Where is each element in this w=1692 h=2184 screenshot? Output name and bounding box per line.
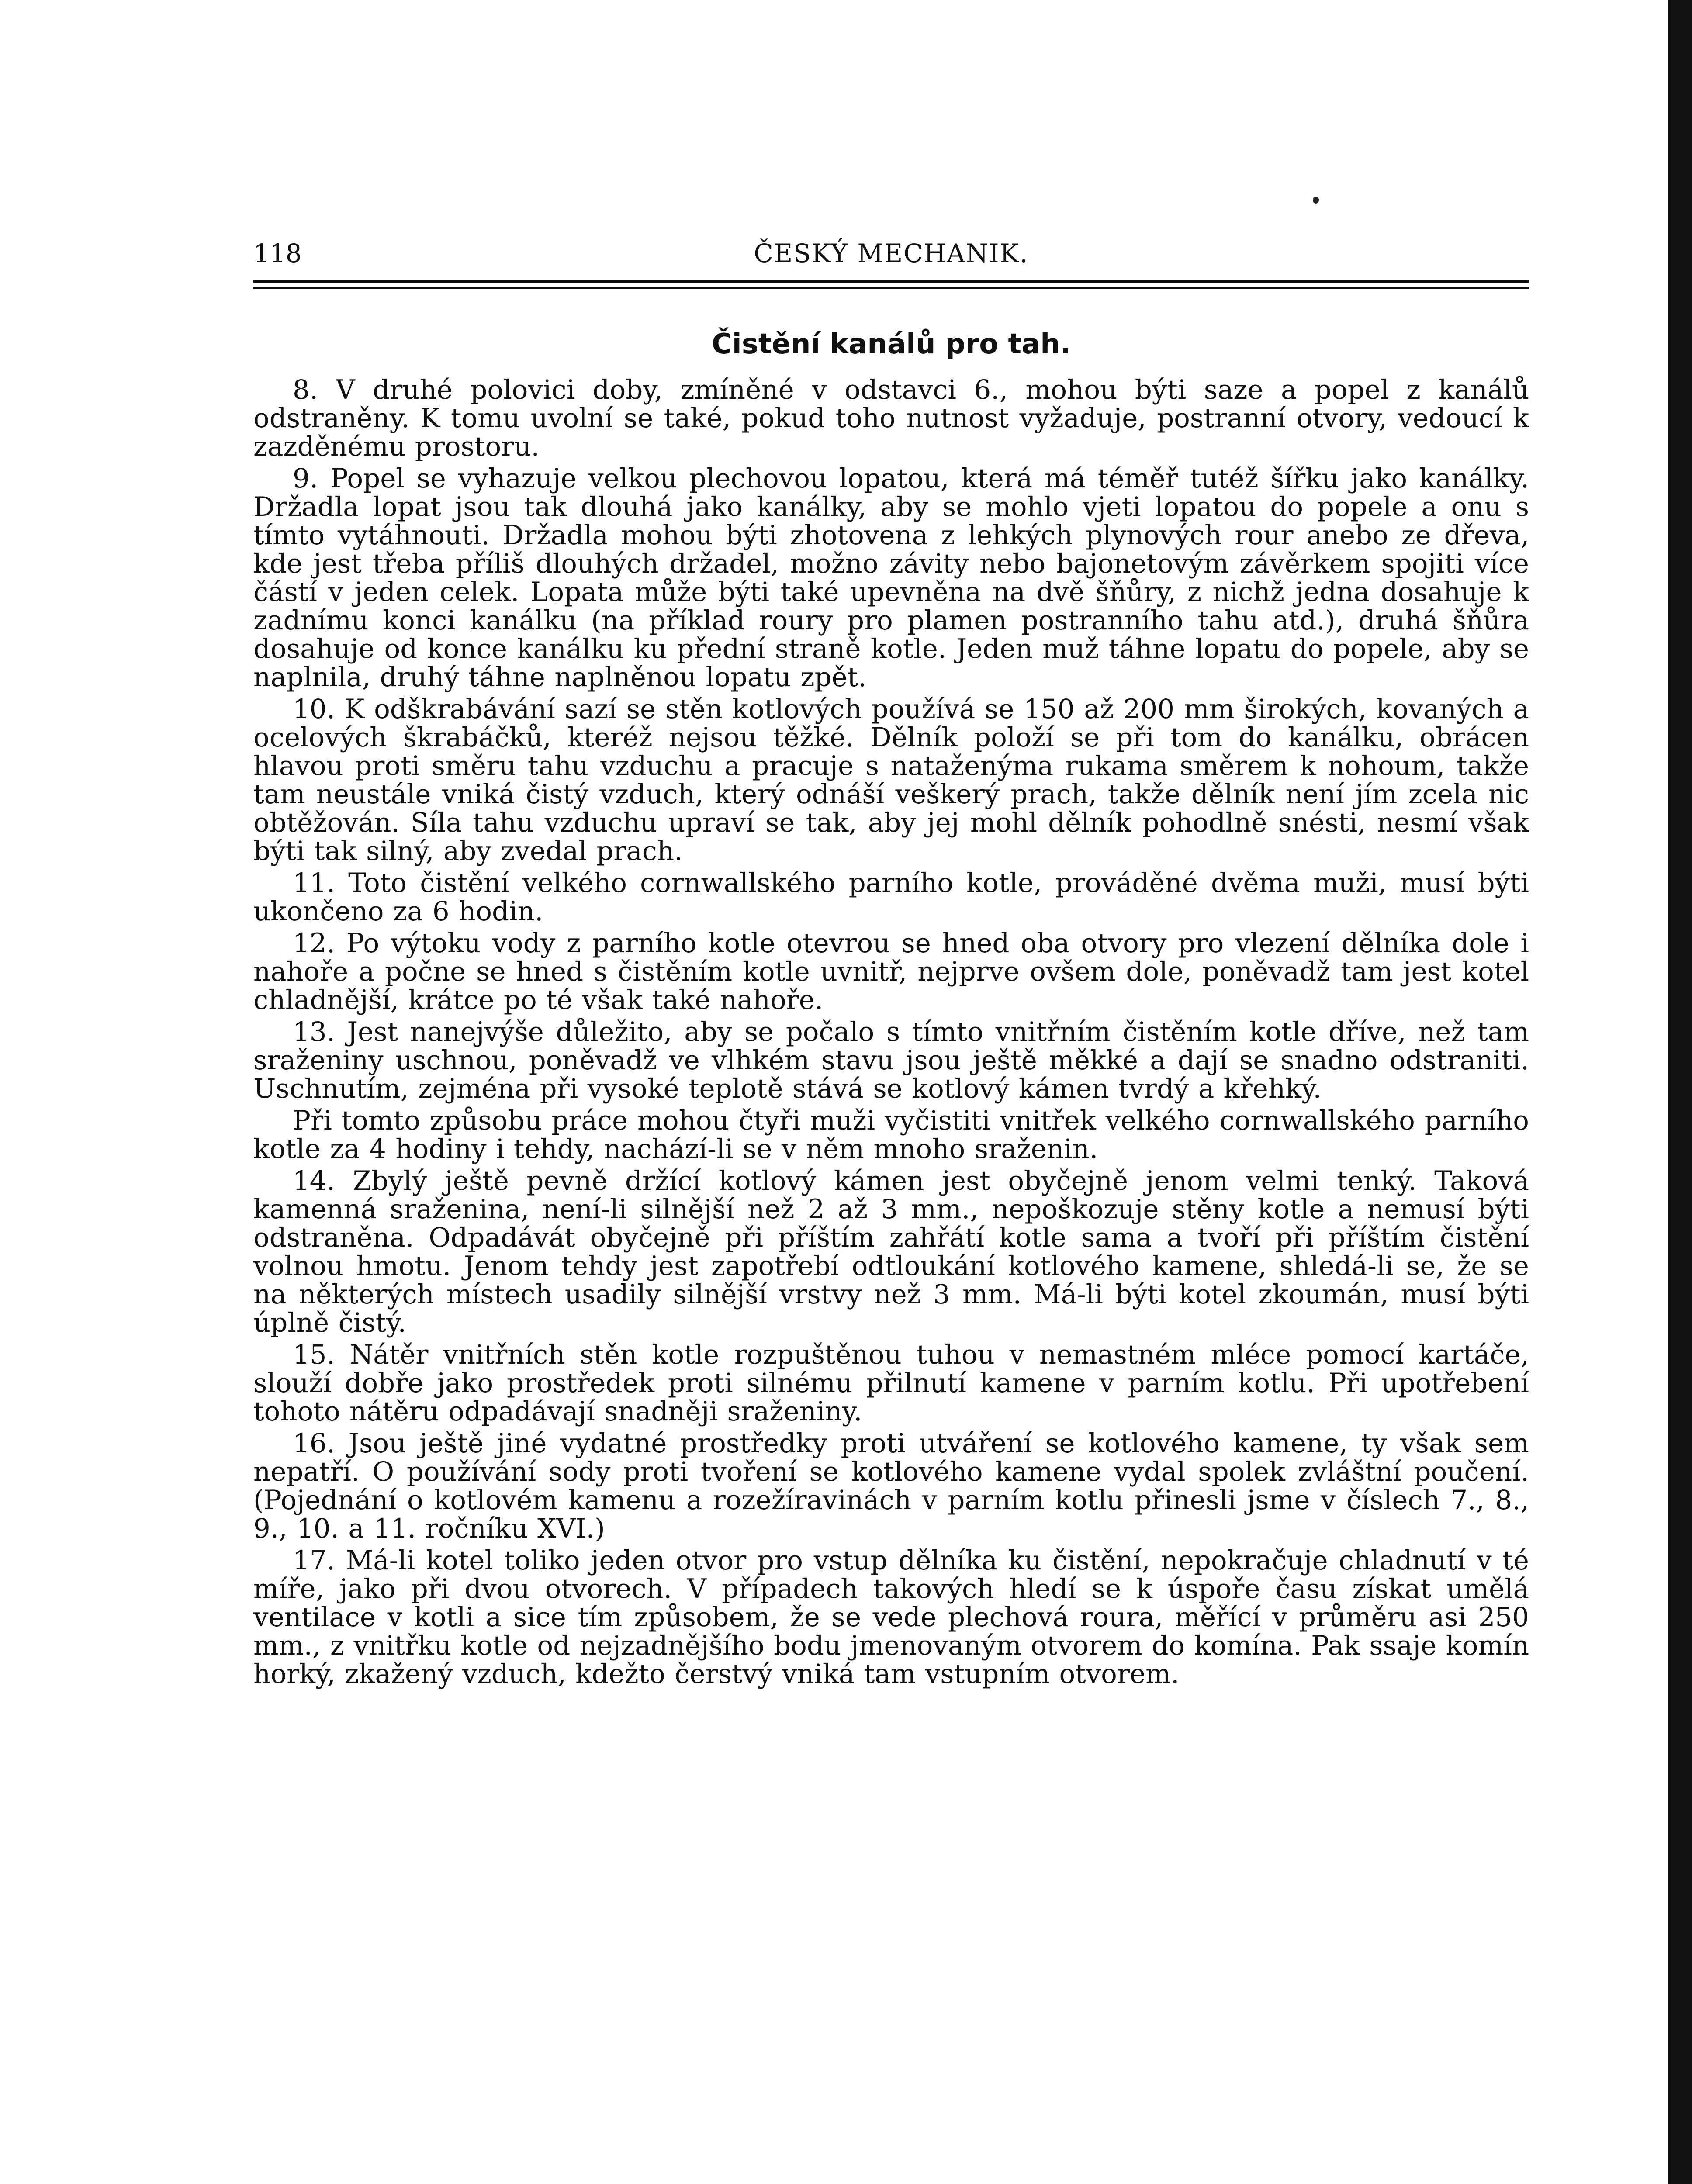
journal-title: ČESKÝ MECHANIK. [754, 238, 1029, 268]
paragraph-15: 15. Nátěr vnitřních stěn kotle rozpuštěnou tuhou v nemastném mléce pomocí kartáče, slouží dobře jako prostředek proti silnému přilnutí kamene v parním kotlu. Při upotřebení tohoto nátěru odpadávají snadněji sraženiny. [253, 1339, 1529, 1427]
page-number: 118 [253, 238, 302, 268]
paragraph-10: 10. K odškrabávání sazí se stěn kotlových používá se 150 až 200 mm širokých, kovaných a ocelových škrabáčků, kteréž nejsou těžké. Dělník položí se při tom do kanálku, obrácen hlavou proti směru tahu vzduchu a pracuje s nataženýma rukama směrem k nohoum, takže tam neustále vniká čistý vzduch, který odnáší veškerý prach, takže dělník není jím zcela nic obtěžován. Síla tahu vzduchu upraví se tak, aby jej mohl dělník pohodlně snésti, nesmí však býti tak silný, aby zvedal prach. [253, 694, 1529, 867]
paragraph-13: 13. Jest nanejvýše důležito, aby se počalo s tímto vnitřním čistěním kotle dříve, než tam sraženiny uschnou, poněvadž ve vlhkém stavu jsou ještě měkké a dají se snadno odstraniti. Uschnutím, zejména při vysoké teplotě stává se kotlový kámen tvrdý a křehký. [253, 1016, 1529, 1104]
paragraph-14: 14. Zbylý ještě pevně držící kotlový kámen jest obyčejně jenom velmi tenký. Taková kamenná sraženina, není-li silnější než 2 až 3 mm., nepoškozuje stěny kotle a nemusí býti odstraněna. Odpadávát obyčejně při příštím zahřátí kotle sama a tvoří při příštím čistění volnou hmotu. Jenom tehdy jest zapotřebí odtloukání kotlového kamene, shledá-li se, že se na některých místech usadily silnější vrstvy než 3 mm. Má-li býti kotel zkoumán, musí býti úplně čistý. [253, 1165, 1529, 1338]
section-heading: Čistění kanálů pro tah. [711, 328, 1071, 360]
scan-edge-border [1668, 0, 1692, 2184]
paragraph-11: 11. Toto čistění velkého cornwallského parního kotle, prováděné dvěma muži, musí býti ukončeno za 6 hodin. [253, 867, 1529, 927]
header-rule-thin [253, 287, 1529, 289]
paragraph-17: 17. Má-li kotel toliko jeden otvor pro vstup dělníka ku čistění, nepokračuje chladnutí v té míře, jako při dvou otvorech. V případech takových hledí se k úspoře času získat umělá ventilace v kotli a sice tím způsobem, že se vede plechová roura, měřící v průměru asi 250 mm., z vnitřku kotle od nejzadnějšího bodu jmenovaným otvorem do komína. Pak ssaje komín horký, zkažený vzduch, kdežto čerstvý vniká tam vstupním otvorem. [253, 1545, 1529, 1690]
paragraph-9: 9. Popel se vyhazuje velkou plechovou lopatou, která má téměř tutéž šířku jako kanálky. Držadla lopat jsou tak dlouhá jako kanálky, aby se mohlo vjeti lopatou do popele a onu s tímto vytáhnouti. Držadla mohou býti zhotovena z lehkých plynových rour anebo ze dřeva, kde jest třeba příliš dlouhých držadel, možno závity nebo bajonetovým závěrkem spojiti více částí v jeden celek. Lopata může býti také upevněna na dvě šňůry, z nichž jedna dosahuje k zadnímu konci kanálku (na příklad roury pro plamen postranního tahu atd.), druhá šňůra dosahuje od konce kanálku ku přední straně kotle. Jeden muž táhne lopatu do popele, aby se naplnila, druhý táhne naplněnou lopatu zpět. [253, 463, 1529, 693]
article-body [253, 376, 1529, 2184]
header-rule-thick [253, 280, 1529, 283]
paragraph-16: 16. Jsou ještě jiné vydatné prostředky proti utváření se kotlového kamene, ty však sem nepatří. O používání sody proti tvoření se kotlového kamene vydal spolek zvláštní poučení. (Pojednání o kotlovém kamenu a rozežíravinách v parním kotlu přinesli jsme v číslech 7., 8., 9., 10. a 11. ročníku XVI.) [253, 1428, 1529, 1544]
scan-speck [1313, 197, 1319, 204]
paragraph-12: 12. Po výtoku vody z parního kotle otevrou se hned oba otvory pro vlezení dělníka dole i nahoře a počne se hned s čistěním kotle uvnitř, nejprve ovšem dole, poněvadž tam jest kotel chladnější, krátce po té však také nahoře. [253, 928, 1529, 1016]
paragraph-8: 8. V druhé polovici doby, zmíněné v odstavci 6., mohou býti saze a popel z kanálů odstraněny. K tomu uvolní se také, pokud toho nutnost vyžaduje, postranní otvory, vedoucí k zazděnému prostoru. [253, 374, 1529, 462]
running-head [253, 236, 1529, 271]
paragraph-13-continued: Při tomto způsobu práce mohou čtyři muži vyčistiti vnitřek velkého cornwallského parního kotle za 4 hodiny i tehdy, nachází-li se v něm mnoho sraženin. [253, 1105, 1529, 1165]
